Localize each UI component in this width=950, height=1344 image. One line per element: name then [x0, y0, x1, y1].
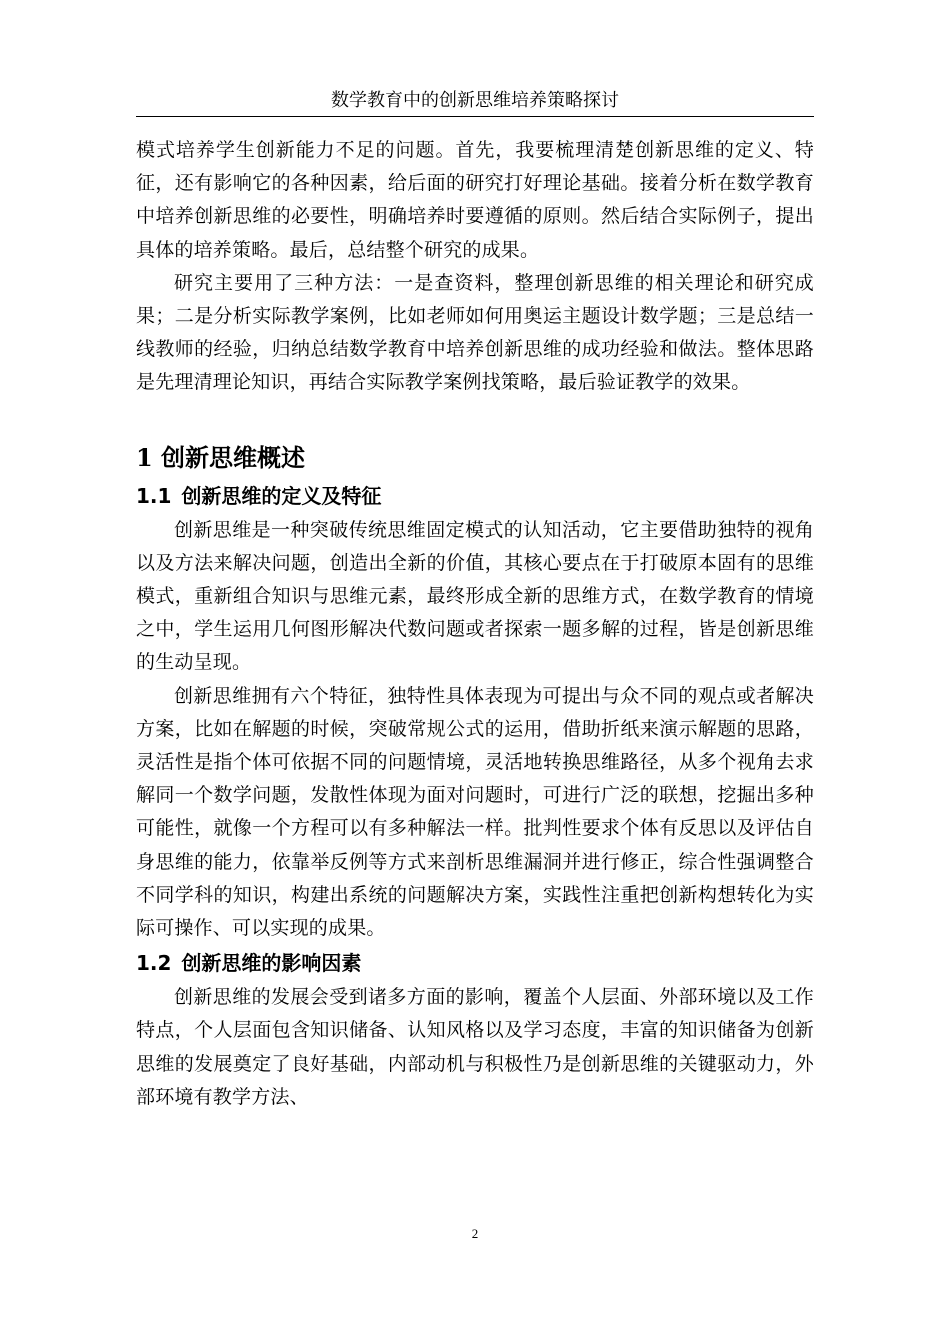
section-heading-1-2	[136, 947, 814, 981]
chapter-heading: 1 创新思维概述	[136, 442, 306, 472]
section-heading-1-1	[136, 480, 814, 514]
section-1-1-paragraph-2: 创新思维拥有六个特征，独特性具体表现为可提出与众不同的观点或者解决方案，比如在解题的时候，突破常规公式的运用，借助折纸来演示解题的思路，灵活性是指个体可依据不同的问题情境，灵活地转换思维路径，从多个视角去求解同一个数学问题，发散性体现为面对问题时，可进行广泛的联想，挖掘出多种可能性，就像一个方程可以有多种解法一样。批判性要求个体有反思以及评估自身思维的能力，依靠举反例等方式来剖析思维漏洞并进行修正，综合性强调整合不同学科的知识，构建出系统的问题解决方案，实践性注重把创新构想转化为实际可操作、可以实现的成果。	[136, 684, 814, 940]
section-1-2-paragraph-1: 创新思维的发展会受到诸多方面的影响，覆盖个人层面、外部环境以及工作特点，个人层面包含知识储备、认知风格以及学习态度，丰富的知识储备为创新思维的发展奠定了良好基础，内部动机与积极性乃是创新思维的关键驱动力，外部环境有教学方法、	[136, 986, 814, 1108]
intro-paragraph-1: 模式培养学生创新能力不足的问题。首先，我要梳理清楚创新思维的定义、特征，还有影响它的各种因素，给后面的研究打好理论基础。接着分析在数学教育中培养创新思维的必要性，明确培养时要遵循的原则。然后结合实际例子，提出具体的培养策略。最后，总结整个研究的成果。	[136, 139, 814, 261]
section-title: 创新思维的影响因素	[181, 951, 362, 976]
intro-paragraph-2: 研究主要用了三种方法：一是查资料，整理创新思维的相关理论和研究成果；二是分析实际教学案例，比如老师如何用奥运主题设计数学题；三是总结一线教师的经验，归纳总结数学教育中培养创新思维的成功经验和做法。整体思路是先理清理论知识，再结合实际教学案例找策略，最后验证教学的效果。	[136, 271, 814, 394]
header-divider	[136, 116, 814, 117]
section-title: 创新思维的定义及特征	[181, 483, 382, 508]
section-1-1-paragraph-1: 创新思维是一种突破传统思维固定模式的认知活动，它主要借助独特的视角以及方法来解决问题，创造出全新的价值，其核心要点在于打破原本固有的思维模式，重新组合知识与思维元素，最终形成全新的思维方式，在数学教育的情境之中，学生运用几何图形解决代数问题或者探索一题多解的过程，皆是创新思维的生动呈现。	[136, 518, 814, 674]
page-number: 2	[471, 1226, 479, 1241]
body-text	[136, 134, 814, 1114]
section-number: 1.1	[136, 483, 172, 508]
running-header: 数学教育中的创新思维培养策略探讨	[331, 90, 619, 111]
section-number: 1.2	[136, 951, 172, 976]
